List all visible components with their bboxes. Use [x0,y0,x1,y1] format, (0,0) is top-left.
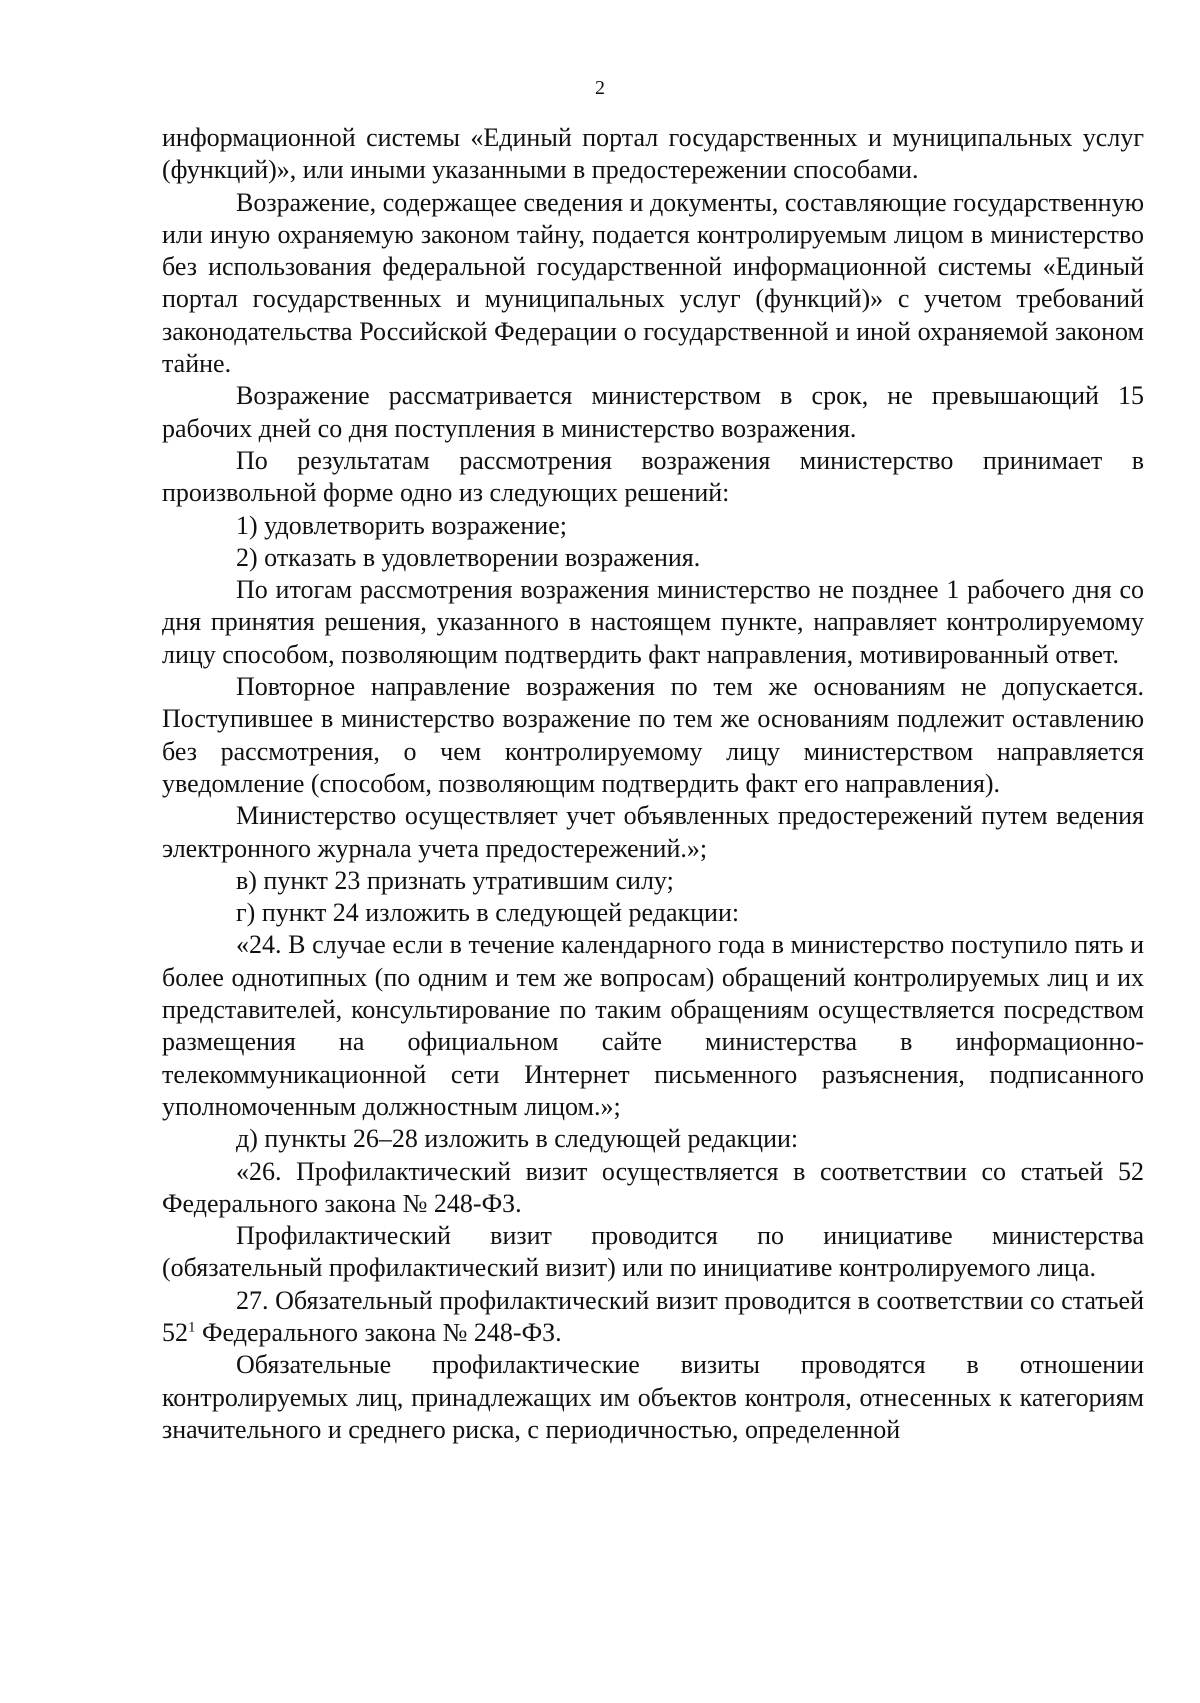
paragraph-point-26: «26. Профилактический визит осуществляется в соответствии со статьей 52 Федерального закона № 248-ФЗ. [162,1156,1144,1218]
paragraph-decision-intro: По результатам рассмотрения возражения министерство принимает в произвольной форме одно из следующих решений: [162,445,1144,508]
paragraph-repeated-objection: Повторное направление возражения по тем же основаниям не допускается. Поступившее в министерство возражение по тем же основаниям подлежит оставлению без рассмотрения, о чем контролируемому лицу министерством направляется уведомление (способом, позволяющим подтвердить факт его направления). [162,672,1144,798]
page-number: 2 [595,77,605,99]
paragraph-reply: По итогам рассмотрения возражения министерство не позднее 1 рабочего дня со дня принятия решения, указанного в настоящем пункте, направляет контролируемому лицу способом, позволяющим подтвердить факт направления, мотивированный ответ. [162,575,1144,669]
paragraph-visit-initiative: Профилактический визит проводится по инициативе министерства (обязательный профилактический визит) или по инициативе контролируемого лица. [162,1221,1144,1283]
document-body [162,122,1144,1446]
point-27-law: Федерального закона № 248-ФЗ. [195,1317,562,1347]
paragraph-mandatory-visits: Обязательные профилактические визиты проводятся в отношении контролируемых лиц, принадлежащих им объектов контроля, отнесенных к категориям значительного и среднего риска, с периодичностью, определенной [162,1350,1144,1444]
paragraph-objection-secret: Возражение, содержащее сведения и документы, составляющие государственную или иную охраняемую законом тайну, подается контролируемым лицом в министерство без использования федеральной государственной информационной системы «Единый портал государственных и муниципальных услуг (функций)» с учетом требований законодательства Российской Федерации о государственной и иной охраняемой законом тайне. [162,187,1144,379]
paragraph-point-24: «24. В случае если в течение календарного года в министерство поступило пять и более однотипных (по одним и тем же вопросам) обращений контролируемых лиц и их представителей, консультирование по таким обращениям осуществляется посредством размещения на официальном сайте министерства в информационно-телекоммуникационной сети Интернет письменного разъяснения, подписанного уполномоченным должностным лицом.»; [162,930,1144,1121]
paragraph-item-v: в) пункт 23 признать утратившим силу; [236,865,674,895]
list-item-decision-1: 1) удовлетворить возражение; [236,510,567,540]
article-superscript: 1 [188,1319,196,1336]
point-27-text: 27. Обязательный профилактический визит проводится в соответствии со статьей 52 [162,1285,1144,1347]
paragraph-objection-term: Возражение рассматривается министерством в срок, не превышающий 15 рабочих дней со дня поступления в министерство возражения. [162,381,1144,443]
list-item-decision-2: 2) отказать в удовлетворении возражения. [236,542,701,572]
paragraph-warnings-journal: Министерство осуществляет учет объявленных предостережений путем ведения электронного журнала учета предостережений.»; [162,801,1144,863]
paragraph-continuation: информационной системы «Единый портал государственных и муниципальных услуг (функций)», или иными указанными в предостережении способами. [162,123,1144,185]
paragraph-point-27 [162,1285,1144,1350]
paragraph-item-g: г) пункт 24 изложить в следующей редакции: [236,898,740,928]
paragraph-item-d: д) пункты 26–28 изложить в следующей редакции: [236,1124,799,1154]
